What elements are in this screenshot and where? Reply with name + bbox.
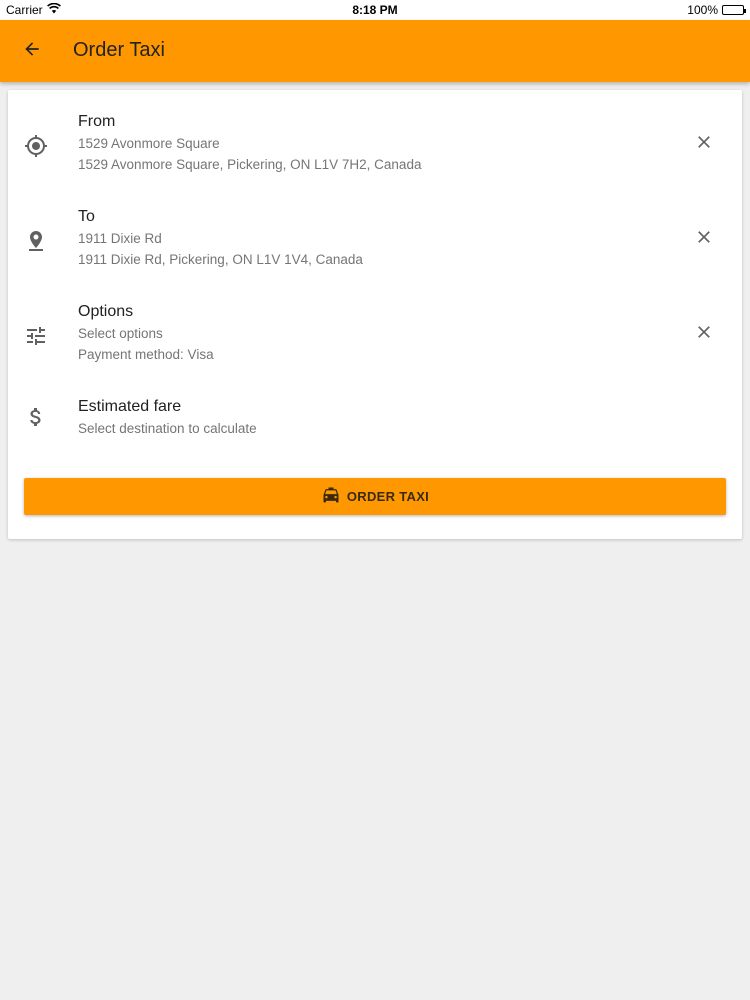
order-taxi-button[interactable] [24,478,726,515]
from-row[interactable] [8,106,742,186]
fare-value: Select destination to calculate [78,421,257,436]
to-address-full: 1911 Dixie Rd, Pickering, ON L1V 1V4, Canada [78,252,363,267]
battery-percent: 100% [687,3,718,17]
options-title: Options [78,303,134,320]
battery-icon [722,5,744,15]
carrier-label: Carrier [6,3,43,17]
clear-options-button[interactable] [690,320,718,348]
from-address-short: 1529 Avonmore Square [78,136,220,151]
gps-target-icon [22,132,50,160]
options-row[interactable] [8,296,742,376]
status-time: 8:18 PM [352,3,398,17]
clear-from-button[interactable] [690,130,718,158]
to-address-short: 1911 Dixie Rd [78,231,162,246]
to-title: To [78,208,95,225]
close-icon [694,322,714,347]
options-summary: Select options [78,326,163,341]
close-icon [694,132,714,157]
page-title: Order Taxi [73,39,165,61]
taxi-icon [321,485,341,508]
map-pin-icon [22,227,50,255]
fare-row [8,391,742,451]
payment-method: Payment method: Visa [78,347,214,362]
order-taxi-label: ORDER TAXI [346,489,430,504]
close-icon [694,227,714,252]
from-title: From [78,113,116,130]
status-bar [0,0,750,20]
app-bar [0,20,750,82]
order-form-card [8,90,742,539]
sliders-icon [22,322,50,350]
to-row[interactable] [8,201,742,281]
clear-to-button[interactable] [690,225,718,253]
arrow-back-icon [22,39,42,64]
dollar-icon [22,403,50,431]
from-address-full: 1529 Avonmore Square, Pickering, ON L1V 7H2, Canada [78,157,422,172]
fare-title: Estimated fare [78,398,182,415]
back-button[interactable] [18,37,46,65]
